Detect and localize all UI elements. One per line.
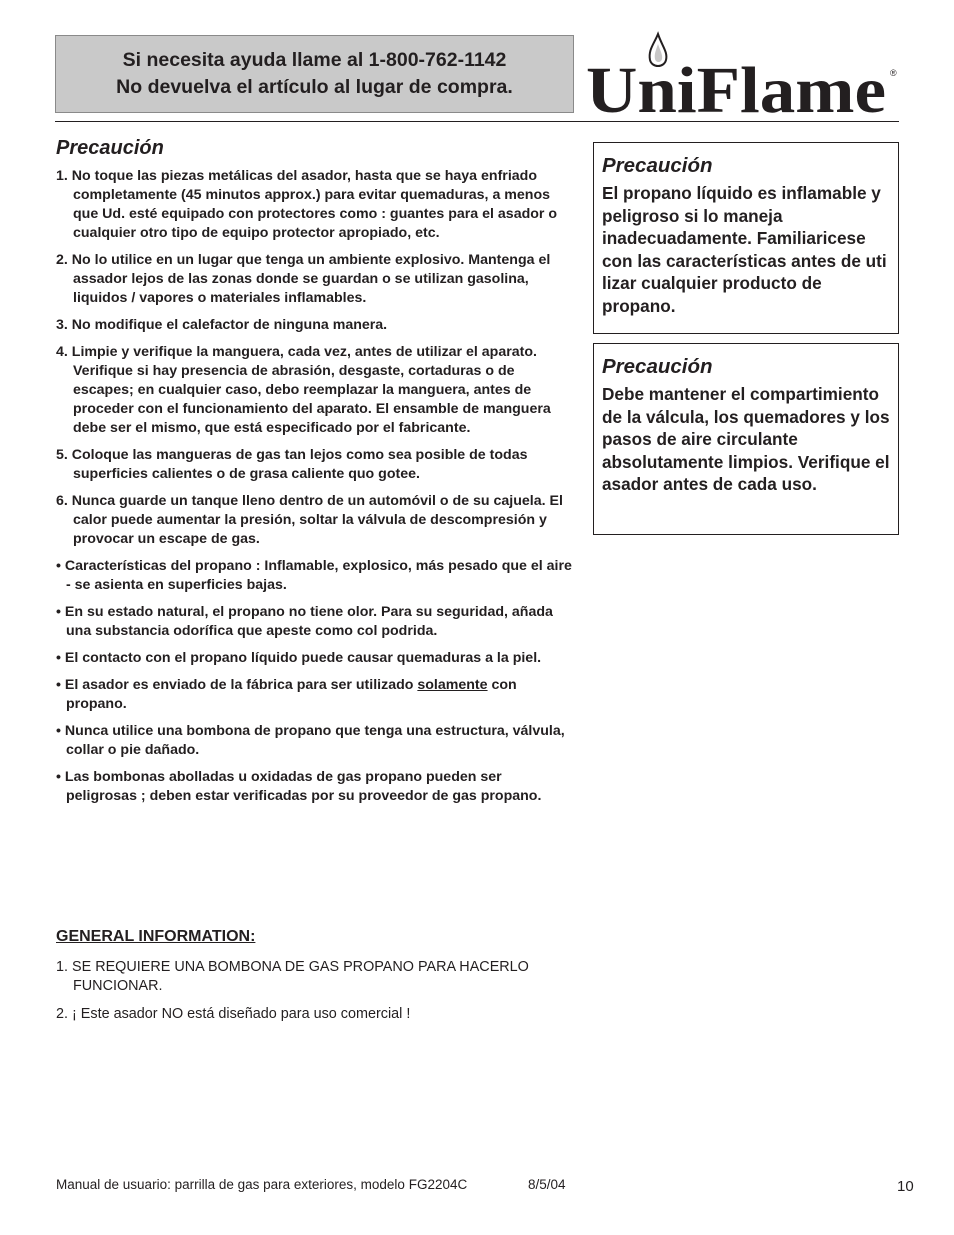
precaution-list [56,167,576,814]
item-text-before: • El asador es enviado de la fábrica para ser utilizado [56,677,418,693]
list-item: • Características del propano : Inflamable, explosico, más pesado que el aire - se asienta en superficies bajas. [56,558,572,593]
registered-mark: ® [890,68,897,78]
item-text-after: con propano. [66,677,517,712]
help-banner [55,35,574,113]
list-item: 1. No toque las piezas metálicas del asador, hasta que se haya enfriado completamente (45 minutos approx.) para evitar quemaduras, a menos que Ud. esté equipado con protectores como : guantes para el asador o cualquier otro tipo de equipo protector apropiado, etc. [56,168,558,241]
list-item: 2. No lo utilice en un lugar que tenga un ambiente explosivo. Mantenga el assador lejos de las zonas donde se guardan o se utilizan gasolina, liquidos / vapores o materiales inflamables. [56,252,551,306]
list-item: 1. SE REQUIERE UNA BOMBONA DE GAS PROPANO PARA HACERLO FUNCIONAR. [56,959,529,994]
list-item: 2. ¡ Este asador NO está diseñado para uso comercial ! [56,1006,411,1022]
box-heading: Precaución [602,154,713,177]
list-item: • El contacto con el propano líquido puede causar quemaduras a la piel. [56,650,542,666]
list-item: • En su estado natural, el propano no tiene olor. Para su seguridad, añada una substancia odorífica que apeste como col podrida. [56,604,553,639]
box-body: El propano líquido es inflamable y peligroso si lo maneja inadecuadamente. Familiaricese con las características antes de uti lizar cualquier producto de propano. [602,183,887,316]
list-item: 3. No modifique el calefactor de ninguna manera. [56,317,388,333]
propane-warning-box [593,142,899,334]
item-text-underlined: solamente [417,677,488,693]
general-info-list [56,958,556,1033]
box-body: Debe mantener el compartimiento de la válcula, los quemadores y los pasos de aire circulante absolutamente limpios. Verifique el asador antes de cada uso. [602,384,890,495]
page-number: 10 [897,1178,914,1195]
list-item: • Nunca utilice una bombona de propano que tenga una estructura, válvula, collar o pie dañado. [56,723,565,758]
uniflame-logo [584,30,904,120]
logo-wordmark: UniFlame [586,54,886,120]
help-line-phone: Si necesita ayuda llame al 1-800-762-1142 [122,49,507,71]
list-item: 5. Coloque las mangueras de gas tan lejos como sea posible de todas superficies calientes o de grasa caliente quo gotee. [56,447,528,482]
cleaning-warning-box [593,343,899,535]
header-rule [55,121,899,122]
list-item: 4. Limpie y verifique la manguera, cada vez, antes de utilizar el aparato. Verifique si hay presencia de abrasión, desgaste, cortaduras o de escapes; en cualquier caso, debo reemplazar la manguera, antes de proceder con el funcionamiento del aparato. El ensamble de manguera debe ser el mismo, que está especificado por el fabricante. [56,344,551,436]
list-item: • Las bombonas abolladas u oxidadas de gas propano pueden ser peligrosas ; deben estar verificadas por su proveedor de gas propano. [56,769,542,804]
precaution-heading: Precaución [56,137,164,159]
footer-manual-title: Manual de usuario: parrilla de gas para exteriores, modelo FG2204C [56,1177,468,1192]
general-info-heading: GENERAL INFORMATION: [56,928,256,945]
list-item-solamente [56,676,576,714]
footer-date: 8/5/04 [528,1177,566,1192]
list-item: 6. Nunca guarde un tanque lleno dentro de un automóvil o de su cajuela. El calor puede aumentar la presión, soltar la válvula de descompresión y provocar un escape de gas. [56,493,563,547]
box-heading: Precaución [602,355,713,378]
help-line-return: No devuelva el artículo al lugar de compra. [116,76,513,98]
